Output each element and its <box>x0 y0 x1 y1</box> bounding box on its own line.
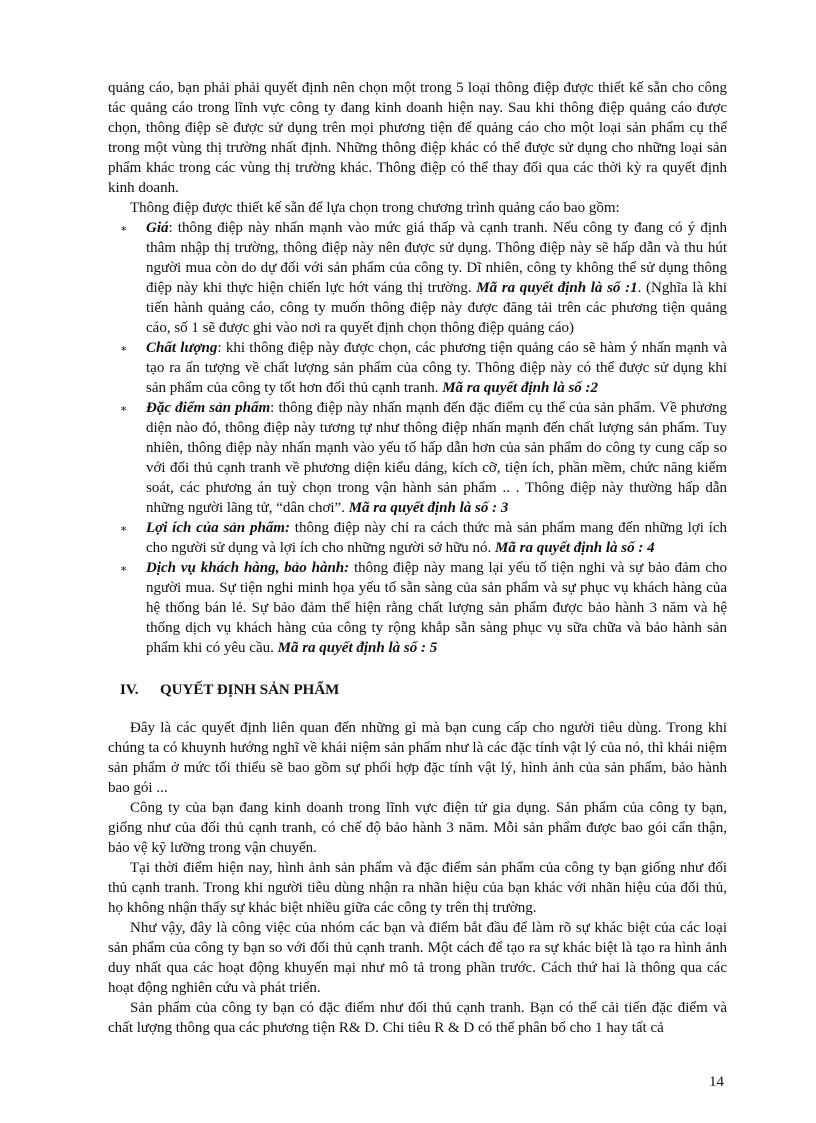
bullet-icon: ∗ <box>120 403 128 415</box>
page-number: 14 <box>709 1074 724 1090</box>
item-text: thông điệp này chỉ ra cách thức mà sản phẩm mang đến những lợi ích cho người sử dụng và lợi ích cho những người sở hữu nó. <box>146 520 727 556</box>
section-heading <box>108 680 727 700</box>
item-keyword: Chất lượng <box>146 340 218 356</box>
list-item <box>108 218 727 338</box>
body-paragraph: Công ty của bạn đang kinh doanh trong lĩnh vực điện tử gia dụng. Sản phẩm của công ty bạn, giống như của đối thủ cạnh tranh, có chế độ bảo hành 3 năm. Mỗi sản phẩm được bao gói cẩn thận, bảo vệ kỹ lưỡng trong vận chuyển. <box>108 800 727 856</box>
page-content <box>108 78 727 1038</box>
section-number: IV. <box>120 682 139 698</box>
item-code: Mã ra quyết định là số :2 <box>442 380 599 396</box>
list-item <box>108 338 727 398</box>
list-item <box>108 398 727 518</box>
list-item <box>108 558 727 658</box>
section-title: QUYẾT ĐỊNH SẢN PHẨM <box>160 682 340 698</box>
body-paragraph: Như vậy, đây là công việc của nhóm các bạn và điểm bắt đầu để làm rõ sự khác biệt của các loại sản phẩm của công ty bạn so với đối thủ cạnh tranh. Một cách để tạo ra sự khác biệt là tạo ra hình ảnh duy nhất qua các hoạt động khuyến mại như mô tả trong phần trước. Cách thứ hai là thông qua các hoạt động nghiên cứu và phát triển. <box>108 920 727 996</box>
item-text: thông điệp này mang lại yếu tố tiện nghi và sự bảo đảm cho người mua. Sự tiện nghi minh họa yếu tố sẵn sàng của sản phẩm và sự phục vụ khách hàng của hệ thống bán lẻ. Sự bảo đảm thể hiện rằng chất lượng sản phẩm được bảo hành 3 năm và hệ thống dịch vụ khách hàng của công ty rộng khắp sẵn sàng phục vụ sữa chữa và bảo hành sản phẩm khi có yêu cầu. <box>146 560 727 656</box>
list-item <box>108 518 727 558</box>
item-text: : khi thông điệp này được chọn, các phương tiện quảng cáo sẽ hàm ý nhấn mạnh và tạo ra ấn tượng về chất lượng sản phẩm của công ty. Thông điệp này có thể được sử dụng khi sản phẩm của công ty tốt hơn đối thủ cạnh tranh. <box>146 340 727 396</box>
bullet-icon: ∗ <box>120 563 128 575</box>
body-paragraph: Sản phẩm của công ty bạn có đặc điểm như đối thủ cạnh tranh. Bạn có thể cải tiến đặc điểm và chất lượng thông qua các phương tiện R& D. Chi tiêu R & D có thể phân bổ cho 1 hay tất cả <box>108 1000 727 1036</box>
body-paragraph: Tại thời điểm hiện nay, hình ảnh sản phẩm và đặc điểm sản phẩm của công ty bạn giống như đối thủ cạnh tranh. Trong khi người tiêu dùng nhận ra nhãn hiệu của bạn khác với nhãn hiệu của đối thủ, họ không nhận thấy sự khác biệt nhiều giữa các công ty trên thị trường. <box>108 860 727 916</box>
item-after: . (Nghĩa là khi tiến hành quảng cáo, công ty muốn thông điệp này được đăng tải trên các phương tiện quảng cáo, số 1 sẽ được ghi vào nơi ra quyết định chọn thông điệp quảng cáo) <box>146 280 727 336</box>
item-code: Mã ra quyết định là số : 3 <box>348 500 509 516</box>
bullet-icon: ∗ <box>120 343 128 355</box>
bullet-icon: ∗ <box>120 223 128 235</box>
item-keyword: Giá <box>146 220 169 236</box>
item-keyword: Dịch vụ khách hàng, bảo hành: <box>146 560 350 576</box>
item-keyword: Đặc điểm sản phẩm <box>146 400 271 416</box>
item-text: : thông điệp này nhấn mạnh vào mức giá thấp và cạnh tranh. Nếu công ty đang có ý định thâm nhập thị trường, thông điệp này nên được sử dụng. Thông điệp này sẽ hấp dẫn và thu hút người mua còn do dự đối với sản phẩm của công ty. Dĩ nhiên, công ty không thể sử dụng thông điệp này khi thực hiện chiến lực hớt váng thị trường. <box>146 220 727 296</box>
list-intro: Thông điệp được thiết kế sẵn để lựa chọn trong chương trình quảng cáo bao gồm: <box>130 200 620 216</box>
bullet-icon: ∗ <box>120 523 128 535</box>
item-code: Mã ra quyết định là số :1 <box>476 280 638 296</box>
intro-paragraph: quảng cáo, bạn phải phải quyết định nên chọn một trong 5 loại thông điệp được thiết kế sẵn cho công tác quảng cáo trong lĩnh vực công ty đang kinh doanh hiện nay. Sau khi thông điệp quảng cáo được chọn, thông điệp sẽ được sử dụng trên mọi phương tiện để quảng cáo cho một loại sản phẩm cụ thể trong một vùng thị trường nhất định. Những thông điệp khác có thể được sử dụng cho những loại sản phẩm khác trong các vùng thị trường khác. Thông điệp có thể thay đổi qua các thời kỳ ra quyết định kinh doanh. <box>108 80 727 196</box>
item-keyword: Lợi ích của sản phẩm: <box>146 520 290 536</box>
message-list <box>108 218 727 658</box>
item-code: Mã ra quyết định là số : 4 <box>495 540 655 556</box>
item-text: : thông điệp này nhấn mạnh đến đặc điểm cụ thể của sản phẩm. Về phương diện nào đó, thông điệp này tương tự như thông điệp nhấn mạnh đến chất lượng sản phẩm. Tuy nhiên, thông điệp này nhấn mạnh vào yếu tố hấp dẫn hơn của sản phẩm do công ty cung cấp so với đối thủ cạnh tranh về phương diện kiểu dáng, kích cỡ, tiện ích, phần mềm, chức năng kiểm soát, các phương án tuỳ chọn trong vận hành sản phẩm .. . Thông điệp này thường hấp dẫn những người lãng tử, “dân chơi”. <box>146 400 727 516</box>
item-code: Mã ra quyết định là số : 5 <box>277 640 438 656</box>
body-paragraph: Đây là các quyết định liên quan đến những gì mà bạn cung cấp cho người tiêu dùng. Trong khi chúng ta có khuynh hướng nghĩ về khái niệm sản phẩm như là các đặc tính vật lý của nó, thì khái niệm sản phẩm ở mức tối thiểu sẽ bao gồm sự phối hợp đặc tính vật lý, hình ảnh của sản phẩm, bảo hành bao gói ... <box>108 720 727 796</box>
